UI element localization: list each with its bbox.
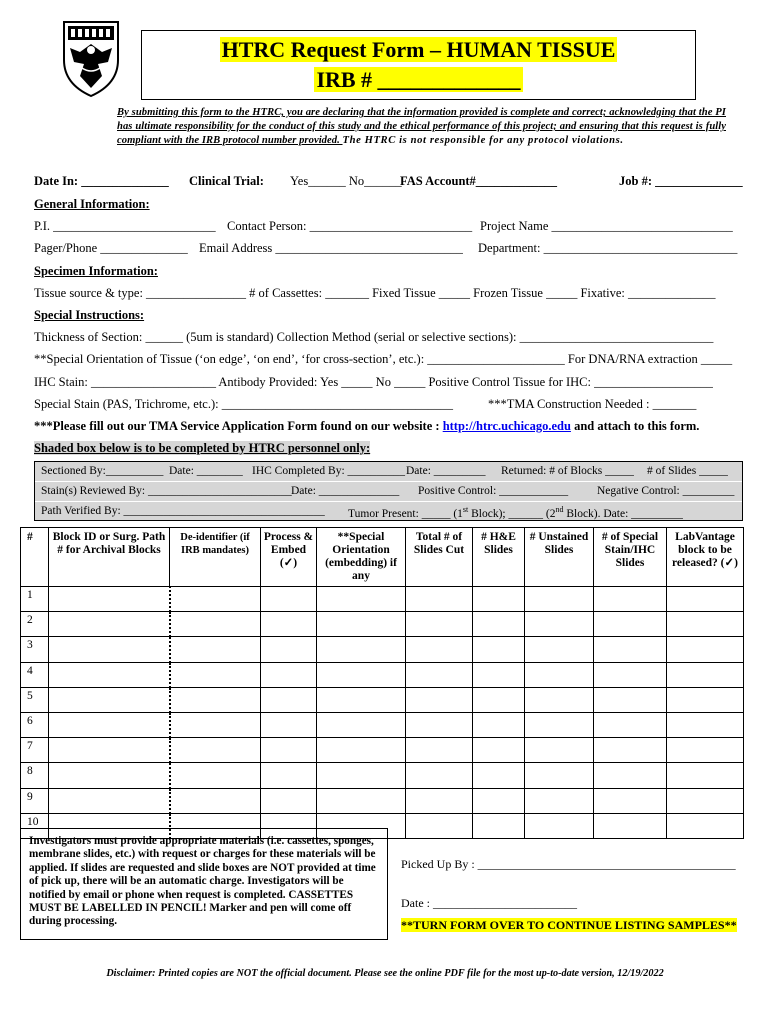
pager-phone-field[interactable]: Pager/Phone ______________ bbox=[34, 241, 188, 255]
table-cell[interactable] bbox=[594, 637, 667, 662]
general-info-heading-row bbox=[34, 197, 744, 212]
specimen-heading-row bbox=[34, 264, 744, 279]
table-cell[interactable] bbox=[525, 637, 594, 662]
positive-control-field[interactable]: Positive Control: ____________ bbox=[418, 485, 569, 497]
returned-blocks-field[interactable]: Returned: # of Blocks _____ bbox=[501, 465, 634, 477]
title-box bbox=[141, 30, 696, 100]
table-cell[interactable] bbox=[317, 687, 406, 712]
table-cell[interactable] bbox=[525, 763, 594, 788]
table-cell[interactable] bbox=[473, 738, 525, 763]
department-field[interactable]: Department: _______________________________ bbox=[478, 241, 738, 255]
table-cell[interactable] bbox=[170, 662, 261, 687]
table-row bbox=[21, 788, 744, 813]
table-cell[interactable] bbox=[525, 788, 594, 813]
date-in-field[interactable]: Date In: ______________ bbox=[34, 174, 169, 188]
table-cell[interactable] bbox=[261, 738, 317, 763]
table-cell[interactable] bbox=[525, 662, 594, 687]
table-cell[interactable] bbox=[667, 637, 744, 662]
row-number: 8 bbox=[21, 763, 49, 788]
table-cell[interactable] bbox=[261, 687, 317, 712]
table-cell[interactable] bbox=[170, 687, 261, 712]
col-header-labvantage: LabVantage block to be released? (✓) bbox=[667, 528, 744, 587]
table-row bbox=[21, 738, 744, 763]
table-cell[interactable] bbox=[667, 763, 744, 788]
table-cell[interactable] bbox=[406, 587, 473, 612]
table-cell[interactable] bbox=[667, 612, 744, 637]
negative-control-field[interactable]: Negative Control: _________ bbox=[597, 485, 735, 497]
table-cell[interactable] bbox=[49, 788, 170, 813]
tumor-present-field[interactable]: Tumor Present: _____ (1st Block); ______ (2nd Block). Date: _________ bbox=[348, 505, 683, 520]
tma-note-text: ***Please fill out our TMA Service Application Form found on our website : bbox=[34, 419, 443, 433]
shaded-note-row bbox=[34, 441, 744, 456]
intro-declaration-part2: The HTRC is not responsible for any protocol violations. bbox=[342, 135, 624, 146]
table-cell[interactable] bbox=[317, 612, 406, 637]
table-row bbox=[21, 687, 744, 712]
project-name-field[interactable]: Project Name _____________________________ bbox=[480, 219, 733, 233]
table-cell[interactable] bbox=[525, 687, 594, 712]
table-cell[interactable] bbox=[594, 687, 667, 712]
table-cell[interactable] bbox=[525, 612, 594, 637]
table-cell[interactable] bbox=[317, 738, 406, 763]
table-cell[interactable] bbox=[170, 712, 261, 737]
col-header-process-embed: Process & Embed (✓) bbox=[261, 528, 317, 587]
table-cell[interactable] bbox=[317, 788, 406, 813]
col-header-number: # bbox=[21, 528, 49, 587]
samples-table bbox=[20, 527, 744, 839]
table-cell[interactable] bbox=[406, 712, 473, 737]
table-cell[interactable] bbox=[473, 637, 525, 662]
col-header-block-id: Block ID or Surg. Path # for Archival Blocks bbox=[49, 528, 170, 587]
table-cell[interactable] bbox=[473, 662, 525, 687]
col-header-total-slides: Total # of Slides Cut bbox=[406, 528, 473, 587]
ihc-stain-line[interactable]: IHC Stain: ____________________ Antibody Provided: Yes _____ No _____ Positive Control Tissue for IHC: ___________________ bbox=[34, 375, 713, 389]
table-cell[interactable] bbox=[49, 637, 170, 662]
table-cell[interactable] bbox=[49, 662, 170, 687]
intro-declaration bbox=[117, 106, 726, 148]
turn-over-note bbox=[401, 918, 737, 933]
table-cell[interactable] bbox=[525, 712, 594, 737]
table-cell[interactable] bbox=[594, 738, 667, 763]
table-row bbox=[21, 587, 744, 612]
table-cell[interactable] bbox=[49, 738, 170, 763]
table-cell[interactable] bbox=[406, 662, 473, 687]
materials-notice: Investigators must provide appropriate materials (i.e. cassettes, sponges, membrane slides, etc.) with request or charges for these materials will be applied. If slides are requested and slide boxes are NOT provided at time of pick up, there will be an automatic charge. Investigators will be notified by email or phone when request is completed. CASSETTES MUST BE LABELLED IN PENCIL! Marker and pen will come off during processing. bbox=[20, 828, 388, 940]
table-cell[interactable] bbox=[406, 612, 473, 637]
returned-slides-field[interactable]: # of Slides _____ bbox=[647, 465, 728, 477]
shaded-row-2 bbox=[35, 482, 742, 502]
special-instructions-heading: Special Instructions: bbox=[34, 308, 145, 322]
table-cell[interactable] bbox=[261, 662, 317, 687]
shaded-date-2[interactable]: Date: _________ bbox=[406, 465, 486, 477]
table-header-row bbox=[21, 528, 744, 587]
table-cell[interactable] bbox=[170, 738, 261, 763]
shaded-date-3[interactable]: Date: ______________ bbox=[291, 485, 400, 497]
row-number: 1 bbox=[21, 587, 49, 612]
table-cell[interactable] bbox=[49, 687, 170, 712]
col-header-special-orientation: **Special Orientation (embedding) if any bbox=[317, 528, 406, 587]
irb-number-field: IRB # _____________ bbox=[316, 67, 521, 92]
table-cell[interactable] bbox=[473, 612, 525, 637]
pickup-date-field[interactable]: Date : ________________________ bbox=[401, 896, 577, 910]
table-cell[interactable] bbox=[594, 763, 667, 788]
table-cell[interactable] bbox=[667, 712, 744, 737]
picked-up-by-field[interactable]: Picked Up By : ___________________________________________ bbox=[401, 857, 736, 871]
table-cell[interactable] bbox=[594, 788, 667, 813]
table-cell[interactable] bbox=[667, 587, 744, 612]
job-number-field[interactable]: Job #: ______________ bbox=[619, 174, 743, 188]
table-row bbox=[21, 662, 744, 687]
table-cell[interactable] bbox=[261, 612, 317, 637]
table-cell[interactable] bbox=[406, 763, 473, 788]
path-verified-by-field[interactable]: Path Verified By: ___________________________________ bbox=[41, 505, 325, 517]
table-cell[interactable] bbox=[170, 637, 261, 662]
shaded-row-3 bbox=[35, 502, 742, 522]
tma-construction-field[interactable]: ***TMA Construction Needed : _______ bbox=[488, 397, 697, 411]
htrc-website-link[interactable]: http://htrc.uchicago.edu bbox=[442, 419, 571, 433]
table-cell[interactable] bbox=[49, 612, 170, 637]
table-cell[interactable] bbox=[594, 612, 667, 637]
table-cell[interactable] bbox=[667, 813, 744, 838]
specimen-heading: Specimen Information: bbox=[34, 264, 158, 278]
special-instructions-heading-row bbox=[34, 308, 744, 323]
specimen-line[interactable]: Tissue source & type: ________________ # of Cassettes: _______ Fixed Tissue _____ Frozen Tissue _____ Fixative: ______________ bbox=[34, 286, 716, 300]
table-cell[interactable] bbox=[406, 637, 473, 662]
table-cell[interactable] bbox=[406, 788, 473, 813]
table-cell[interactable] bbox=[667, 738, 744, 763]
table-cell[interactable] bbox=[317, 637, 406, 662]
special-stain-field[interactable]: Special Stain (PAS, Trichrome, etc.): _____________________________________ bbox=[34, 397, 453, 411]
table-cell[interactable] bbox=[594, 813, 667, 838]
table-cell[interactable] bbox=[261, 788, 317, 813]
row-number: 6 bbox=[21, 712, 49, 737]
general-info-heading: General Information: bbox=[34, 197, 150, 211]
clinical-trial-label: Clinical Trial: bbox=[189, 174, 264, 188]
table-row bbox=[21, 612, 744, 637]
table-cell[interactable] bbox=[667, 662, 744, 687]
row-number: 5 bbox=[21, 687, 49, 712]
university-seal-logo bbox=[60, 18, 122, 98]
ihc-completed-by-field[interactable]: IHC Completed By: __________ bbox=[252, 465, 406, 477]
table-cell[interactable] bbox=[667, 788, 744, 813]
col-header-deidentifier: De-identifier (if IRB mandates) bbox=[170, 528, 261, 587]
table-cell[interactable] bbox=[406, 687, 473, 712]
table-cell[interactable] bbox=[473, 587, 525, 612]
table-cell[interactable] bbox=[317, 587, 406, 612]
email-address-field[interactable]: Email Address ______________________________ bbox=[199, 241, 463, 255]
table-cell[interactable] bbox=[525, 813, 594, 838]
orientation-line[interactable]: **Special Orientation of Tissue (‘on edge’, ‘on end’, ‘for cross-section’, etc.): ______________________ For DNA/RNA extraction _____ bbox=[34, 352, 733, 366]
table-cell[interactable] bbox=[525, 738, 594, 763]
shaded-box-note: Shaded box below is to be completed by HTRC personnel only: bbox=[34, 441, 371, 455]
table-cell[interactable] bbox=[317, 662, 406, 687]
intro-declaration-part1: By submitting this form to the HTRC, you are declaring that the information provided is complete and correct; acknowledging that the PI has ultimate responsibility for the conduct of this study and the ethical performance of this project; and ensuring that this request is fully compliant with the IRB protocol number provided. bbox=[117, 107, 726, 146]
table-cell[interactable] bbox=[473, 687, 525, 712]
table-cell[interactable] bbox=[525, 587, 594, 612]
table-cell[interactable] bbox=[261, 637, 317, 662]
row-number: 2 bbox=[21, 612, 49, 637]
samples-table-body bbox=[21, 587, 744, 839]
table-cell[interactable] bbox=[49, 763, 170, 788]
table-cell[interactable] bbox=[406, 813, 473, 838]
htrc-personnel-box bbox=[34, 461, 743, 521]
row-number: 3 bbox=[21, 637, 49, 662]
table-row bbox=[21, 763, 744, 788]
table-cell[interactable] bbox=[170, 788, 261, 813]
stains-reviewed-by-field[interactable]: Stain(s) Reviewed By: _________________________ bbox=[41, 485, 292, 497]
table-cell[interactable] bbox=[473, 712, 525, 737]
table-row bbox=[21, 712, 744, 737]
table-cell[interactable] bbox=[170, 612, 261, 637]
col-header-unstained-slides: # Unstained Slides bbox=[525, 528, 594, 587]
fas-account-field[interactable]: FAS Account#_____________ bbox=[400, 174, 558, 188]
row-number: 4 bbox=[21, 662, 49, 687]
table-cell[interactable] bbox=[261, 587, 317, 612]
table-cell[interactable] bbox=[49, 712, 170, 737]
table-cell[interactable] bbox=[317, 712, 406, 737]
col-header-he-slides: # H&E Slides bbox=[473, 528, 525, 587]
form-title: HTRC Request Form – HUMAN TISSUE bbox=[221, 37, 616, 62]
table-cell[interactable] bbox=[473, 788, 525, 813]
table-cell[interactable] bbox=[406, 738, 473, 763]
row-number: 9 bbox=[21, 788, 49, 813]
shaded-date-1[interactable]: Date: ________ bbox=[169, 465, 243, 477]
table-cell[interactable] bbox=[170, 763, 261, 788]
sectioned-by-field[interactable]: Sectioned By:__________ bbox=[41, 465, 164, 477]
table-cell[interactable] bbox=[594, 662, 667, 687]
table-cell[interactable] bbox=[594, 587, 667, 612]
table-cell[interactable] bbox=[473, 813, 525, 838]
table-cell[interactable] bbox=[49, 587, 170, 612]
table-row bbox=[21, 637, 744, 662]
table-cell[interactable] bbox=[594, 712, 667, 737]
clinical-trial-options[interactable]: Yes______ No______ bbox=[290, 174, 402, 188]
col-header-special-stain-slides: # of Special Stain/IHC Slides bbox=[594, 528, 667, 587]
table-cell[interactable] bbox=[170, 587, 261, 612]
shaded-row-1 bbox=[35, 462, 742, 482]
table-cell[interactable] bbox=[261, 712, 317, 737]
tma-note bbox=[34, 419, 744, 434]
thickness-line[interactable]: Thickness of Section: ______ (5um is standard) Collection Method (serial or selective sections): _______________________________ bbox=[34, 330, 714, 344]
table-cell[interactable] bbox=[261, 763, 317, 788]
tma-note-end: and attach to this form. bbox=[570, 419, 700, 433]
table-cell[interactable] bbox=[317, 763, 406, 788]
contact-person-field[interactable]: Contact Person: __________________________ bbox=[227, 219, 473, 233]
disclaimer: Disclaimer: Printed copies are NOT the official document. Please see the online PDF file for the most up-to-date version, 12/19/2022 bbox=[106, 968, 664, 979]
pi-field[interactable]: P.I. __________________________ bbox=[34, 219, 216, 233]
table-cell[interactable] bbox=[667, 687, 744, 712]
row-number: 10 bbox=[21, 813, 49, 838]
table-cell[interactable] bbox=[473, 763, 525, 788]
turn-over-text: **TURN FORM OVER TO CONTINUE LISTING SAMPLES** bbox=[401, 918, 737, 932]
row-number: 7 bbox=[21, 738, 49, 763]
